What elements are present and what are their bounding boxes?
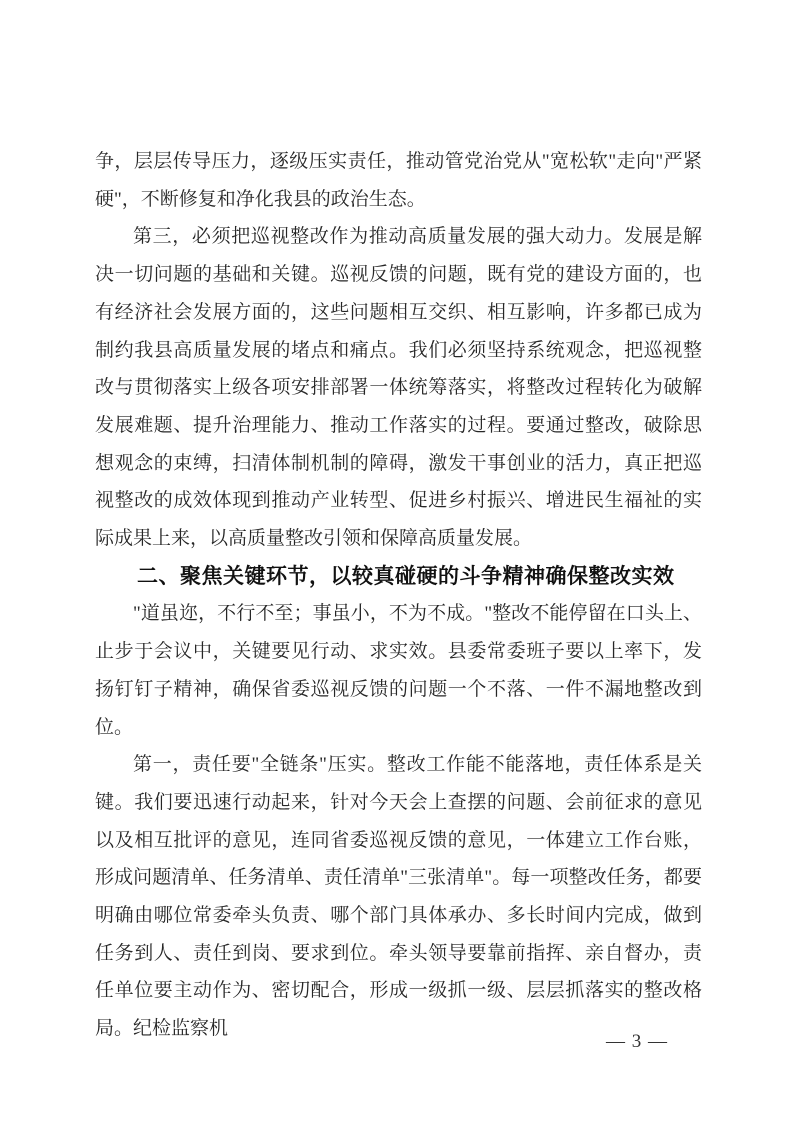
paragraph-first-point: 第一，责任要"全链条"压实。整改工作能不能落地，责任体系是关键。我们要迅速行动起来，针对今天会上查摆的问题、会前征求的意见以及相互批评的意见，连同省委巡视反馈的意见，一体建立工作台账，形成问题清单、任务清单、责任清单"三张清单"。每一项整改任务，都要明确由哪位常委牵头负责、哪个部门具体承办、多长时间内完成，做到任务到人、责任到岗、要求到位。牵头领导要靠前指挥、亲自督办，责任单位要主动作为、密切配合，形成一级抓一级、层层抓落实的整改格局。纪检监察机 — [95, 754, 702, 1040]
paragraph-continuation: 争，层层传导压力，逐级压实责任，推动管党治党从"宽松软"走向"严紧硬"，不断修复和净化我县的政治生态。 — [95, 151, 702, 210]
section-heading-two: 二、聚焦关键环节，以较真碰硬的斗争精神确保整改实效 — [137, 564, 675, 588]
paragraph-quote-opening: "道虽迩，不行不至；事虽小，不为不成。"整改不能停留在口头上、止步于会议中，关键要见行动、求实效。县委常委班子要以上率下，发扬钉钉子精神，确保省委巡视反馈的问题一个不落、一件不漏地整改到位。 — [95, 603, 702, 738]
document-body — [95, 143, 702, 1048]
page-number: — 3 — — [606, 1031, 668, 1052]
paragraph-third-point: 第三，必须把巡视整改作为推动高质量发展的强大动力。发展是解决一切问题的基础和关键。巡视反馈的问题，既有党的建设方面的，也有经济社会发展方面的，这些问题相互交织、相互影响，许多都已成为制约我县高质量发展的堵点和痛点。我们必须坚持系统观念，把巡视整改与贯彻落实上级各项安排部署一体统筹落实，将整改过程转化为破解发展难题、提升治理能力、推动工作落实的过程。要通过整改，破除思想观念的束缚，扫清体制机制的障碍，激发干事创业的活力，真正把巡视整改的成效体现到推动产业转型、促进乡村振兴、增进民生福祉的实际成果上来，以高质量整改引领和保障高质量发展。 — [95, 226, 702, 550]
